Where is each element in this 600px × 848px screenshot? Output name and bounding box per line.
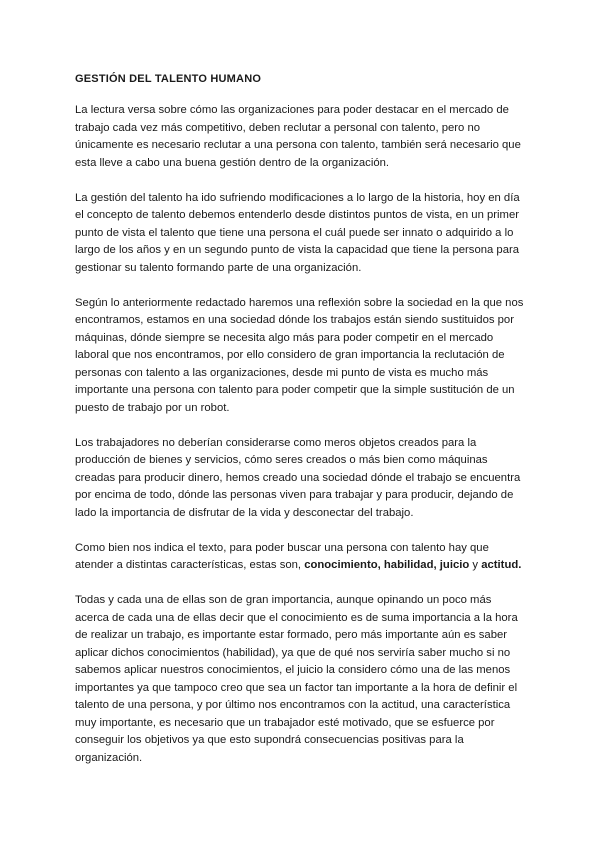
term-knowledge: conocimiento — [304, 559, 378, 571]
term-skill: habilidad — [383, 559, 434, 571]
term-conjunction: y — [469, 559, 482, 571]
paragraph-society-reflection: Según lo anteriormente redactado haremos una reflexión sobre la sociedad en la que nos encontramos, estamos en una sociedad dónde los trabajos están siendo sustituidos por máquinas, dónde siempre se necesita algo más para poder competir en el mercado laboral que nos encontramos, por ello considero de gran importancia la reclutación de personas con talento a las organizaciones, desde mi punto de vista es mucho más importante una persona con talento para poder competir que la simple sustitución de un puesto de trabajo por un robot. — [75, 296, 524, 414]
term-judgment: juicio — [439, 559, 470, 571]
paragraph-talent-management: La gestión del talento ha ido sufriendo modificaciones a lo largo de la historia, hoy en día el concepto de talento debemos entenderlo desde distintos puntos de vista, en un primer punto de vista el talento que tiene una persona el cuál puede ser innato o adquirido a lo largo de los años y en un segundo punto de vista la capacidad que tiene la persona para gestionar su talento formando parte de una organización. — [75, 191, 520, 274]
term-sep-1: , — [377, 559, 384, 571]
paragraph-workers: Los trabajadores no deberían considerarse como meros objetos creados para la producción de bienes y servicios, cómo seres creados o más bien como máquinas creadas para producir dinero, hemos creado una sociedad dónde el trabajo se encuentra por encima de todo, dónde las personas viven para trabajar y para producir, dejando de lado la importancia de disfrutar de la vida y desconectar del trabajo. — [75, 436, 521, 519]
document-title: GESTIÓN DEL TALENTO HUMANO — [75, 73, 262, 85]
paragraph-intro: La lectura versa sobre cómo las organizaciones para poder destacar en el mercado de trabajo cada vez más competitivo, deben reclutar a personal con talento, pero no únicamente es necesario reclutar a una persona con talento, también será necesario que esta lleve a cabo una buena gestión dentro de la organización. — [75, 104, 521, 169]
term-attitude: actitud. — [481, 559, 522, 571]
paragraph-conclusion: Todas y cada una de ellas son de gran importancia, aunque opinando un poco más acerca de cada una de ellas decir que el conocimiento es de suma importancia a la hora de realizar un trabajo, es importante estar formado, pero más importante aún es saber aplicar dichos conocimientos (habilidad), ya que de qué nos serviría saber mucho si no sabemos aplicar nuestros conocimientos, el juicio la considero cómo una de las menos importantes ya que tampoco creo que sea un factor tan importante a la hora de definir el talento de una persona, y por último nos encontramos con la actitud, una característica muy importante, es necesario que un trabajador esté motivado, que se esfuerce por conseguir los objetivos ya que esto supondrá consecuencias positivas para la organización. — [75, 594, 518, 764]
term-sep-2: , — [433, 559, 440, 571]
paragraph-characteristics — [75, 540, 524, 575]
characteristics-intro: Como bien nos indica el texto, para poder buscar una persona con talento hay que atender a distintas características, estas son, — [75, 541, 489, 571]
